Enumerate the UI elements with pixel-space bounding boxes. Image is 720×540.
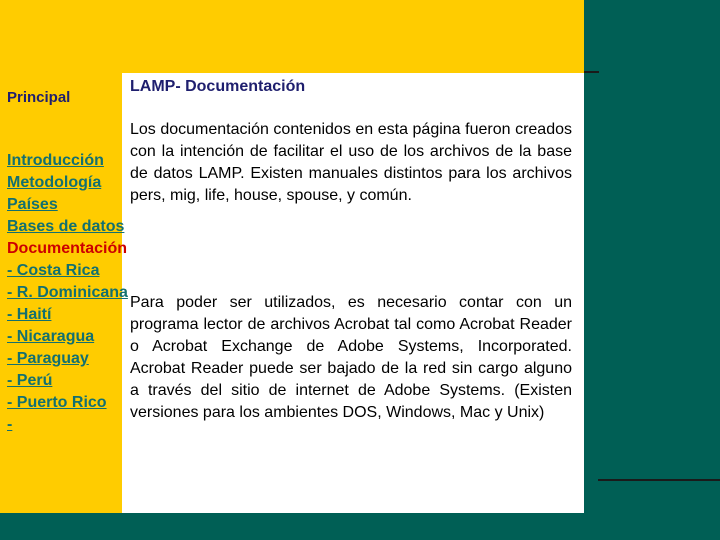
sidebar-item-haiti	[7, 304, 128, 326]
nav-link-bases-de-datos[interactable]: Bases de datos	[7, 218, 125, 235]
nav-link-nicaragua[interactable]: - Nicaragua	[7, 328, 95, 345]
sidebar-item-nicaragua	[7, 326, 128, 348]
sidebar-item-costa-rica	[7, 260, 128, 282]
sidebar-item-paises	[7, 194, 128, 216]
intro-paragraph: Los documentación contenidos en esta página fueron creados con la intención de facilitar el uso de los archivos de la base de datos LAMP. Existen manuales distintos para los archivos pers, mig, life, house, spouse, y común.	[130, 121, 572, 204]
page-title: LAMP- Documentación	[130, 78, 306, 95]
nav-link-costa-rica[interactable]: - Costa Rica	[7, 262, 100, 279]
nav-link-metodologia[interactable]: Metodología	[7, 174, 102, 191]
top-divider-line	[584, 71, 599, 73]
sidebar-item-metodologia	[7, 172, 128, 194]
nav-link-blank[interactable]: -	[7, 416, 13, 433]
sidebar-item-bases-de-datos	[7, 216, 128, 238]
bottom-teal-band	[0, 513, 584, 540]
nav-link-haiti[interactable]: - Haití	[7, 306, 52, 323]
right-teal-band	[584, 0, 720, 540]
acrobat-paragraph: Para poder ser utilizados, es necesario contar con un programa lector de archivos Acrobat tal como Acrobat Reader o Acrobat Exchange de Adobe Systems, Incorporated. Acrobat Reader puede ser bajado de la red sin cargo alguno a través del sitio de internet de Adobe Systems. (Existen versiones para los ambientes DOS, Windows, Mac y Unix)	[130, 294, 572, 421]
sidebar-item-introduccion	[7, 150, 128, 172]
sidebar-item-documentacion	[7, 238, 128, 260]
nav-link-peru[interactable]: - Perú	[7, 372, 53, 389]
nav-link-puerto-rico[interactable]: - Puerto Rico	[7, 394, 107, 411]
sidebar-nav	[7, 150, 128, 436]
sidebar-heading: Principal	[7, 89, 71, 106]
sidebar-item-puerto-rico	[7, 392, 128, 414]
nav-current-documentacion: Documentación	[7, 240, 128, 257]
top-yellow-band	[122, 0, 584, 73]
nav-link-paraguay[interactable]: - Paraguay	[7, 350, 89, 367]
nav-link-paises[interactable]: Países	[7, 196, 58, 213]
sidebar-item-r-dominicana	[7, 282, 128, 304]
nav-link-introduccion[interactable]: Introducción	[7, 152, 104, 169]
sidebar-item-peru	[7, 370, 128, 392]
sidebar-item-blank	[7, 414, 128, 436]
sidebar-item-paraguay	[7, 348, 128, 370]
nav-link-r-dominicana[interactable]: - R. Dominicana	[7, 284, 128, 301]
bottom-divider-line	[598, 479, 720, 481]
